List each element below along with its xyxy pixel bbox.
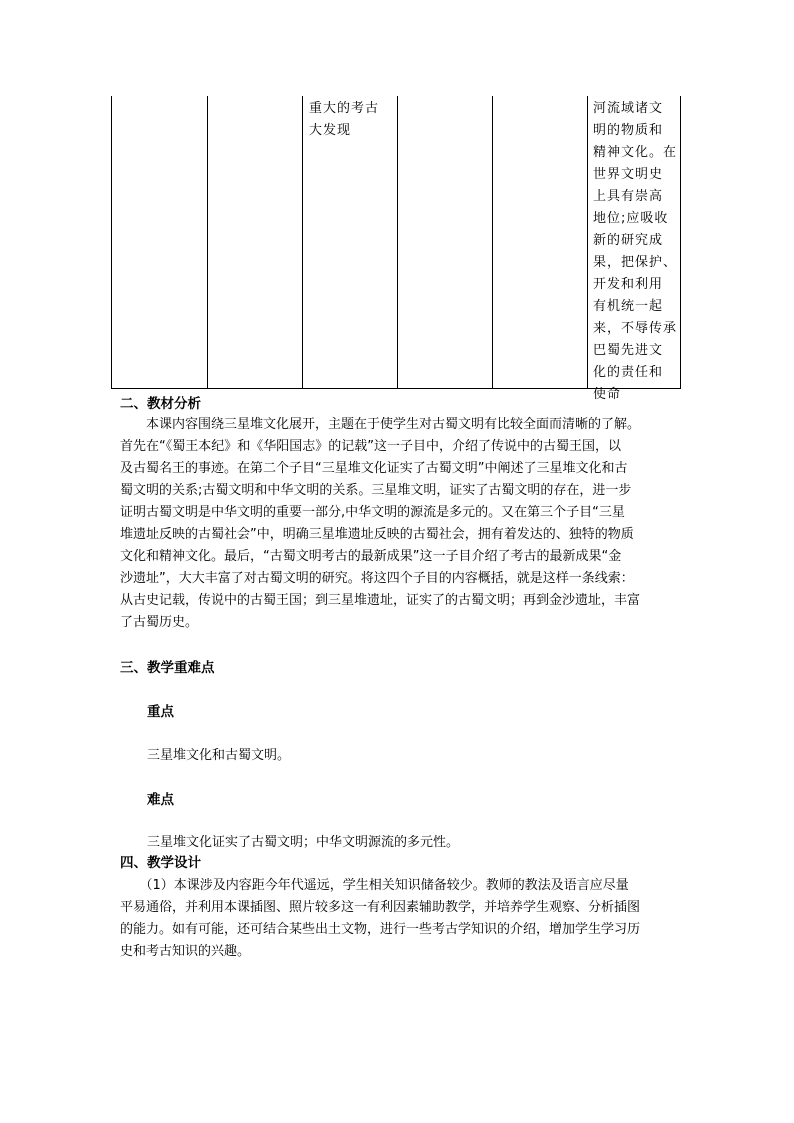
key-point-text: 三星堆文化和古蜀文明。 [147,748,291,763]
difficult-point-text: 三星堆文化证实了古蜀文明；中华文明源流的多元性。 [147,835,460,850]
paragraph-line: 史和考古知识的兴趣。 [120,944,251,959]
cell-line: 大发现 [309,123,352,138]
paragraph-line: 及古蜀名王的事迹。在第二个子目“三星堆文化证实了古蜀文明”中阐述了三星堆文化和古 [120,461,628,476]
cell-line: 新的研究成 [593,233,664,248]
table-column-divider [587,96,588,388]
paragraph-line: 首先在“《蜀王本纪》和《华阳国志》的记载”这一子目中，介绍了传说中的古蜀王国，以 [120,439,621,454]
cell-line: 河流域诸文 [593,101,664,116]
cell-line: 上具有崇高 [593,189,664,204]
table-cell-goal [593,98,679,406]
cell-line: 有机统一起 [593,299,664,314]
paragraph-line: 蜀文明的关系;古蜀文明和中华文明的关系。三星堆文明，证实了古蜀文明的存在，进一步 [120,483,632,498]
paragraph-line: 平易通俗，并利用本课插图、照片较多这一有利因素辅助教学，并培养学生观察、分析插图 [120,900,641,915]
table-column-divider [207,96,208,388]
paragraph-line: 的能力。如有可能，还可结合某些出土文物，进行一些考古学知识的介绍，增加学生学习历 [120,922,641,937]
cell-line: 明的物质和 [593,123,664,138]
cell-line: 世界文明史 [593,167,664,182]
paragraph-line: 堆遗址反映的古蜀社会”中，明确三星堆遗址反映的古蜀社会，拥有着发达的、独特的物质 [120,527,634,542]
cell-line: 开发和利用 [593,277,664,292]
cell-line: 果，把保护、 [593,255,678,270]
paragraph-line: 本课内容围绕三星堆文化展开，主题在于使学生对古蜀文明有比较全面而清晰的了解。 [120,417,641,432]
table-column-divider [492,96,493,388]
section-heading-teaching-design: 四、教学设计 [120,855,201,871]
cell-line: 精神文化。在 [593,145,678,160]
paragraph-line: 证明古蜀文明是中华文明的重要一部分,中华文明的源流是多元的。又在第三个子目“三星 [120,505,625,520]
table-cell-discovery [309,98,397,142]
cell-line: 来，不辱传承 [593,321,678,336]
paragraph-line: 了古蜀历史。 [120,615,199,630]
table-continuation [111,96,681,402]
table-column-divider [397,96,398,388]
difficult-point-label: 难点 [147,792,174,808]
cell-line: 地位;应吸收 [593,211,669,226]
key-point-label: 重点 [147,704,174,720]
cell-line: 使命 [593,387,622,402]
paragraph-line: 文化和精神文化。最后，“古蜀文明考古的最新成果”这一子目介绍了考古的最新成果“金 [120,549,622,564]
cell-line: 化的责任和 [593,365,664,380]
section-heading-key-difficult-points: 三、教学重难点 [120,660,215,676]
section-heading-textbook-analysis: 二、教材分析 [120,396,201,412]
cell-line: 重大的考古 [309,101,380,116]
teaching-design-paragraph [120,875,680,963]
cell-line: 巴蜀先进文 [593,343,664,358]
paragraph-line: 沙遗址”，大大丰富了对古蜀文明的研究。将这四个子目的内容概括，就是这样一条线索： [120,571,634,586]
textbook-analysis-paragraph [120,414,680,634]
table-column-divider [302,96,303,388]
paragraph-line: （1）本课涉及内容距今年代遥远，学生相关知识储备较少。教师的教法及语言应尽量 [120,878,629,893]
paragraph-line: 从古史记载，传说中的古蜀王国；到三星堆遗址，证实了的古蜀文明；再到金沙遗址，丰富 [120,593,641,608]
